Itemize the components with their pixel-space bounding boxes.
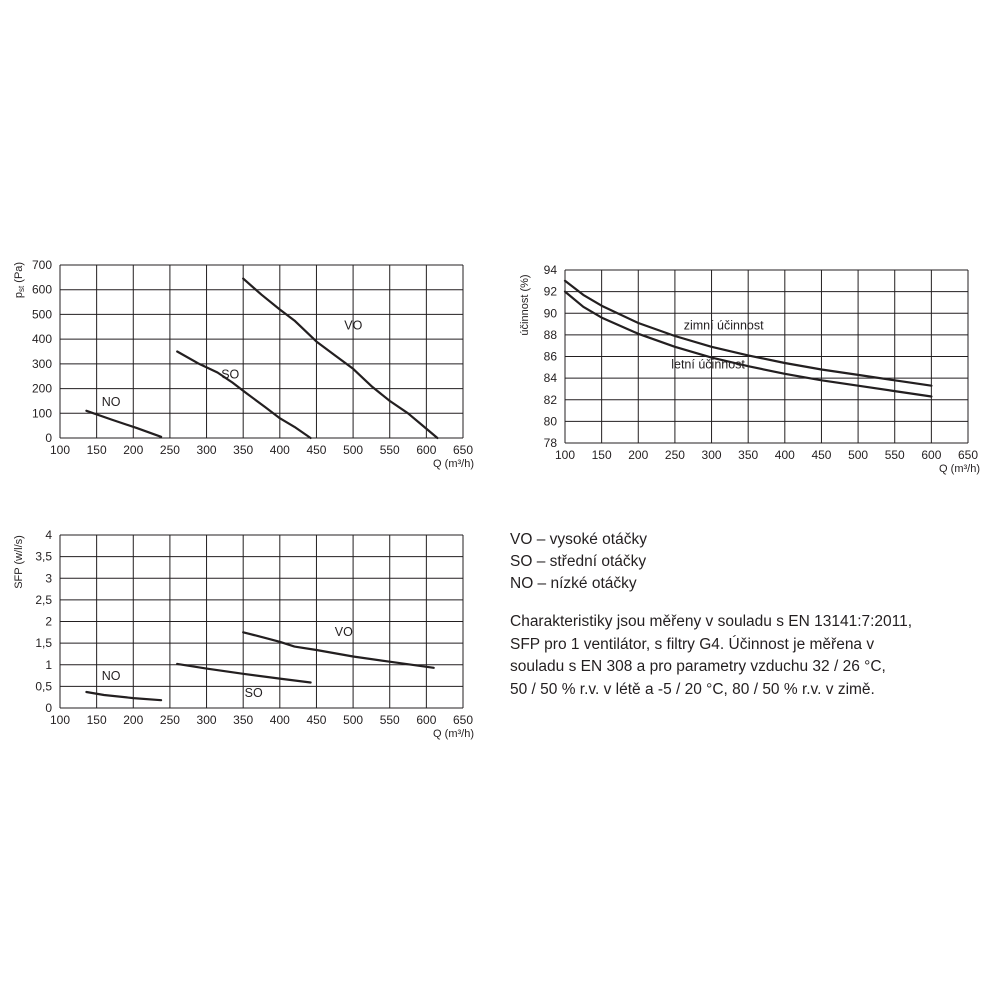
x-tick-label: 450 (811, 448, 832, 462)
x-axis-label: Q (m³/h) (433, 458, 474, 470)
series-annotation: SO (244, 686, 263, 701)
y-tick-label: 1,5 (35, 636, 52, 651)
x-tick-label: 600 (921, 448, 942, 462)
series-line-no (86, 692, 161, 700)
measurement-note (510, 611, 990, 701)
y-tick-label: 700 (31, 258, 52, 272)
pressure-chart-group (13, 258, 474, 470)
legend-no: NO – nízké otáčky (510, 575, 637, 592)
y-axis-label: účinnost (%) (519, 274, 531, 336)
y-tick-label: 80 (543, 414, 557, 429)
y-tick-label: 0 (45, 431, 52, 445)
x-tick-label: 100 (49, 713, 71, 727)
x-tick-label: 250 (664, 448, 685, 462)
x-tick-label: 150 (591, 448, 612, 462)
y-tick-label: 94 (543, 263, 557, 277)
y-tick-label: 86 (543, 349, 557, 364)
x-tick-label: 150 (86, 443, 107, 457)
x-tick-label: 200 (628, 448, 649, 462)
x-tick-label: 250 (159, 443, 180, 457)
x-tick-label: 350 (233, 713, 254, 727)
y-tick-label: 88 (543, 327, 557, 342)
series-line-vo (243, 279, 437, 438)
legend-vo: VO – vysoké otáčky (510, 531, 647, 548)
legend (510, 529, 647, 595)
x-tick-label: 100 (554, 448, 576, 462)
x-tick-label: 200 (123, 443, 144, 457)
efficiency-chart-group (519, 263, 980, 475)
series-annotation: NO (101, 394, 121, 409)
x-tick-label: 300 (701, 448, 722, 462)
series-annotation: VO (334, 624, 353, 639)
series-line-no (86, 411, 161, 437)
note-line: 50 / 50 % r.v. v létě a -5 / 20 °C, 80 / 50 % r.v. v zimě. (510, 680, 875, 698)
y-tick-label: 300 (31, 356, 52, 371)
legend-so: SO – střední otáčky (510, 553, 647, 570)
x-tick-label: 150 (86, 713, 107, 727)
x-tick-label: 600 (416, 443, 437, 457)
x-tick-label: 550 (884, 448, 905, 462)
x-tick-label: 650 (957, 448, 979, 462)
x-tick-label: 400 (269, 443, 290, 457)
x-tick-label: 400 (269, 713, 290, 727)
x-tick-label: 350 (738, 448, 759, 462)
x-tick-label: 450 (306, 713, 327, 727)
y-axis-label: SFP (w/l/s) (13, 535, 25, 589)
series-line-so (177, 352, 310, 439)
series-annotation: letní účinnost (671, 357, 745, 372)
x-tick-label: 500 (343, 443, 364, 457)
series-line-so (177, 664, 310, 683)
y-tick-label: 84 (543, 371, 557, 386)
y-tick-label: 600 (31, 282, 52, 297)
y-tick-label: 100 (31, 406, 52, 421)
x-tick-label: 550 (379, 443, 400, 457)
x-tick-label: 400 (774, 448, 795, 462)
x-tick-label: 500 (848, 448, 869, 462)
x-tick-label: 200 (123, 713, 144, 727)
y-tick-label: 200 (31, 381, 52, 396)
y-tick-label: 92 (543, 284, 557, 299)
y-tick-label: 2 (45, 614, 52, 629)
y-tick-label: 0,5 (35, 679, 52, 694)
x-axis-label: Q (m³/h) (433, 728, 474, 740)
y-tick-label: 4 (45, 528, 52, 542)
y-tick-label: 90 (543, 306, 557, 321)
y-tick-label: 3 (45, 571, 52, 586)
y-tick-label: 400 (31, 332, 52, 347)
y-tick-label: 2,5 (35, 592, 52, 607)
x-tick-label: 550 (379, 713, 400, 727)
x-tick-label: 100 (49, 443, 71, 457)
y-tick-label: 3,5 (35, 549, 52, 564)
x-tick-label: 300 (196, 713, 217, 727)
x-axis-label: Q (m³/h) (939, 463, 980, 475)
y-tick-label: 82 (543, 392, 557, 407)
x-tick-label: 450 (306, 443, 327, 457)
x-tick-label: 250 (159, 713, 180, 727)
note-line: Charakteristiky jsou měřeny v souladu s EN 13141:7:2011, (510, 613, 913, 630)
note-line: souladu s EN 308 a pro parametry vzduchu 32 / 26 °C, (510, 658, 886, 675)
series-annotation: VO (344, 318, 363, 333)
sfp-chart-group (13, 528, 474, 740)
series-annotation: SO (221, 367, 240, 382)
y-axis-label: pst (Pa) (13, 261, 26, 299)
note-line: SFP pro 1 ventilátor, s filtry G4. Účinnost je měřena v (510, 635, 875, 653)
x-tick-label: 650 (452, 713, 474, 727)
y-tick-label: 0 (45, 701, 52, 715)
x-tick-label: 650 (452, 443, 474, 457)
x-tick-label: 500 (343, 713, 364, 727)
y-tick-label: 500 (31, 307, 52, 322)
series-annotation: NO (101, 668, 121, 683)
series-annotation: zimní účinnost (683, 318, 764, 333)
y-tick-label: 78 (543, 436, 557, 450)
y-tick-label: 1 (45, 657, 52, 672)
x-tick-label: 600 (416, 713, 437, 727)
x-tick-label: 300 (196, 443, 217, 457)
x-tick-label: 350 (233, 443, 254, 457)
